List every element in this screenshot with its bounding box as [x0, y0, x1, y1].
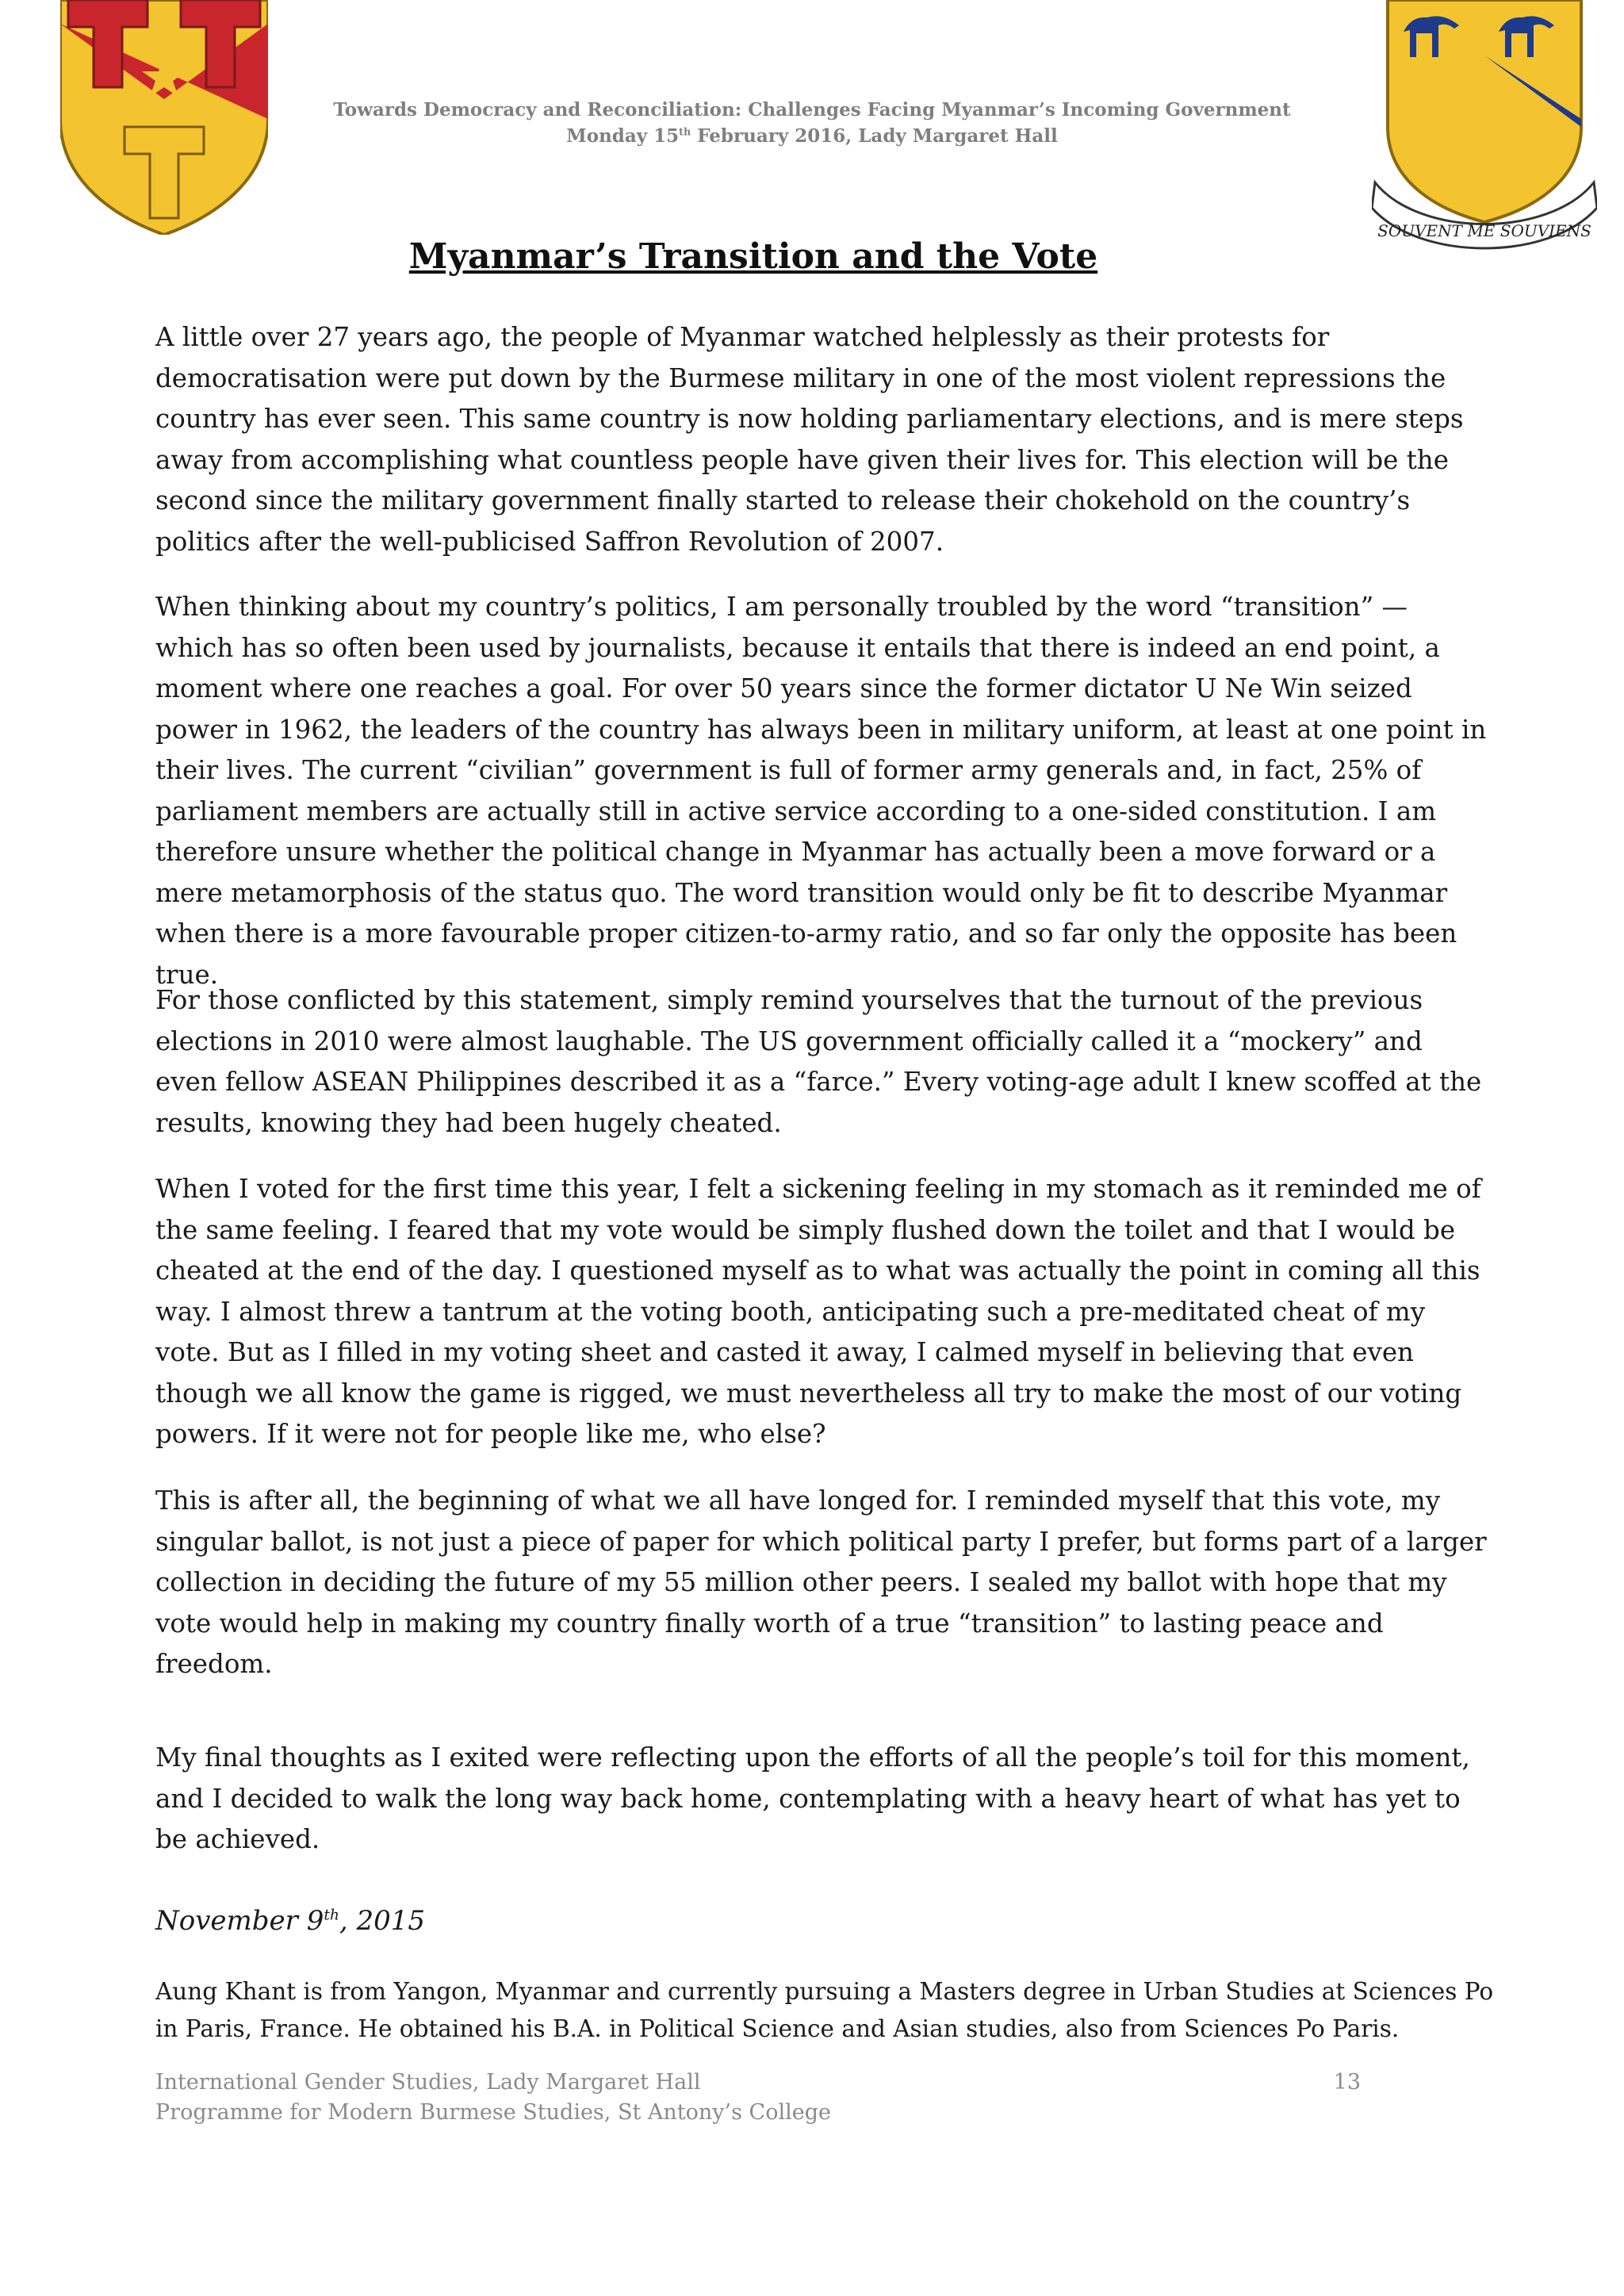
footer-line-1: International Gender Studies, Lady Margaret Hall 13	[155, 2070, 1361, 2095]
crest-motto: SOUVENT ME SOUVIENS	[1377, 221, 1591, 240]
paragraph-4: When I voted for the first time this year, I felt a sickening feeling in my stomach as it reminded me of the same feeling. I feared that my vote would be simply flushed down the toilet and that I would be cheated at the end of the day. I questioned myself as to what was actually the point in coming all this way. I almost threw a tantrum at the voting booth, anticipating such a pre-meditated cheat of my vote. But as I filled in my voting sheet and casted it away, I calmed myself in believing that even though we all know the game is rigged, we must nevertheless all try to make the most of our voting powers. If it were not for people like me, who else?	[155, 1174, 1481, 1449]
header-line-2: Monday 15th February 2016, Lady Margaret Hall	[566, 125, 1058, 147]
paragraph-1: A little over 27 years ago, the people of Myanmar watched helplessly as their protests for democratisation were put down by the Burmese military in one of the most violent repressions the country has ever seen. This same country is now holding parliamentary elections, and is mere steps away from accomplishing what countless people have given their lives for. This election will be the second since the military government finally started to release their chokehold on the country’s politics after the well-publicised Saffron Revolution of 2007.	[155, 322, 1464, 557]
article-date: November 9th, 2015	[155, 1905, 426, 1937]
header-line-1: Towards Democracy and Reconciliation: Challenges Facing Myanmar’s Incoming Government	[333, 99, 1291, 121]
paragraph-3: For those conflicted by this statement, simply remind yourselves that the turnout of the previous elections in 2010 were almost laughable. The US government officially called it a “mockery” and even fellow ASEAN Philippines described it as a “farce.” Every voting-age adult I knew scoffed at the results, knowing they had been hugely cheated.	[155, 985, 1482, 1138]
paragraph-2: When thinking about my country’s politics, I am personally troubled by the word “transition” — which has so often been used by journalists, because it entails that there is indeed an end point, a moment where one reaches a goal. For over 50 years since the former dictator U Ne Win seized power in 1962, the leaders of the country has always been in military uniform, at least at one point in their lives. The current “civilian” government is full of former army generals and, in fact, 25% of parliament members are actually still in active service according to a one-sided constitution. I am therefore unsure whether the political change in Myanmar has actually been a move forward or a mere metamorphosis of the status quo. The word transition would only be fit to describe Myanmar when there is a more favourable proper citizen-to-army ratio, and so far only the opposite has been true.	[155, 592, 1487, 990]
paragraph-6: My final thoughts as I exited were reflecting upon the efforts of all the people’s toil for this moment, and I decided to walk the long way back home, contemplating with a heavy heart of what has yet to be achieved.	[155, 1742, 1470, 1854]
author-bio: Aung Khant is from Yangon, Myanmar and currently pursuing a Masters degree in Urban Studies at Sciences Po in Paris, France. He obtained his B.A. in Political Science and Asian studies, also from Sciences Po Paris.	[155, 1978, 1494, 2042]
footer-line-2: Programme for Modern Burmese Studies, St Antony’s College	[155, 2100, 831, 2125]
page-number: 13	[1333, 2070, 1361, 2095]
paragraph-5: This is after all, the beginning of what we all have longed for. I reminded myself that this vote, my singular ballot, is not just a piece of paper for which political party I prefer, but forms part of a larger collection in deciding the future of my 55 million other peers. I sealed my ballot with hope that my vote would help in making my country finally worth of a true “transition” to lasting peace and freedom.	[155, 1485, 1487, 1679]
page-title: Myanmar’s Transition and the Vote	[408, 236, 1098, 277]
